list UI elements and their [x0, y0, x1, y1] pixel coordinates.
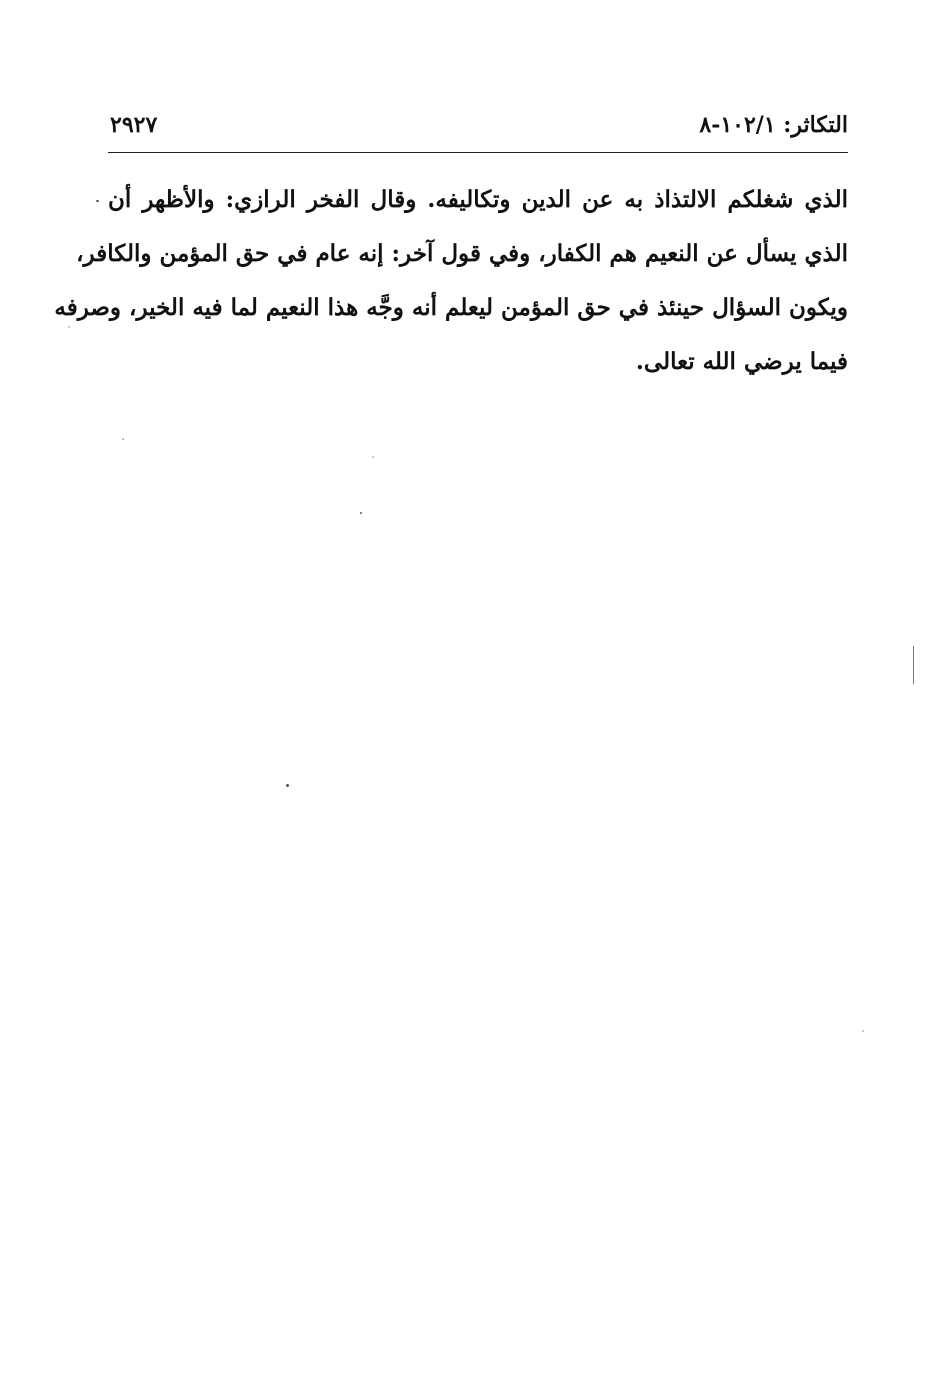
scan-speck [862, 1030, 864, 1032]
text-line: الذي شغلكم الالتذاذ به عن الدين وتكاليفه. وقال الفخر الرازي: والأظهر أن [108, 186, 848, 213]
scan-speck [360, 512, 362, 514]
scan-speck [96, 200, 99, 202]
scan-speck [122, 438, 124, 440]
text-line: الذي يسأل عن النعيم هم الكفار، وفي قول آخر: إنه عام في حق المؤمن والكافر، [76, 240, 848, 267]
body-paragraph [54, 180, 848, 396]
page-number: ٢٩٢٧ [110, 112, 158, 138]
scan-speck [286, 784, 289, 787]
text-line: فيما يرضي الله تعالى. [635, 348, 848, 375]
header-rule [108, 152, 848, 153]
scan-edge-mark [913, 646, 914, 684]
running-title: التكاثر: ١٠٢/١-٨ [699, 112, 848, 138]
text-line: ويكون السؤال حينئذ في حق المؤمن ليعلم أنه وجَّه هذا النعيم لما فيه الخير، وصرفه [54, 294, 848, 321]
page-header [108, 110, 848, 150]
scan-speck [372, 456, 374, 458]
scan-speck [68, 326, 70, 328]
